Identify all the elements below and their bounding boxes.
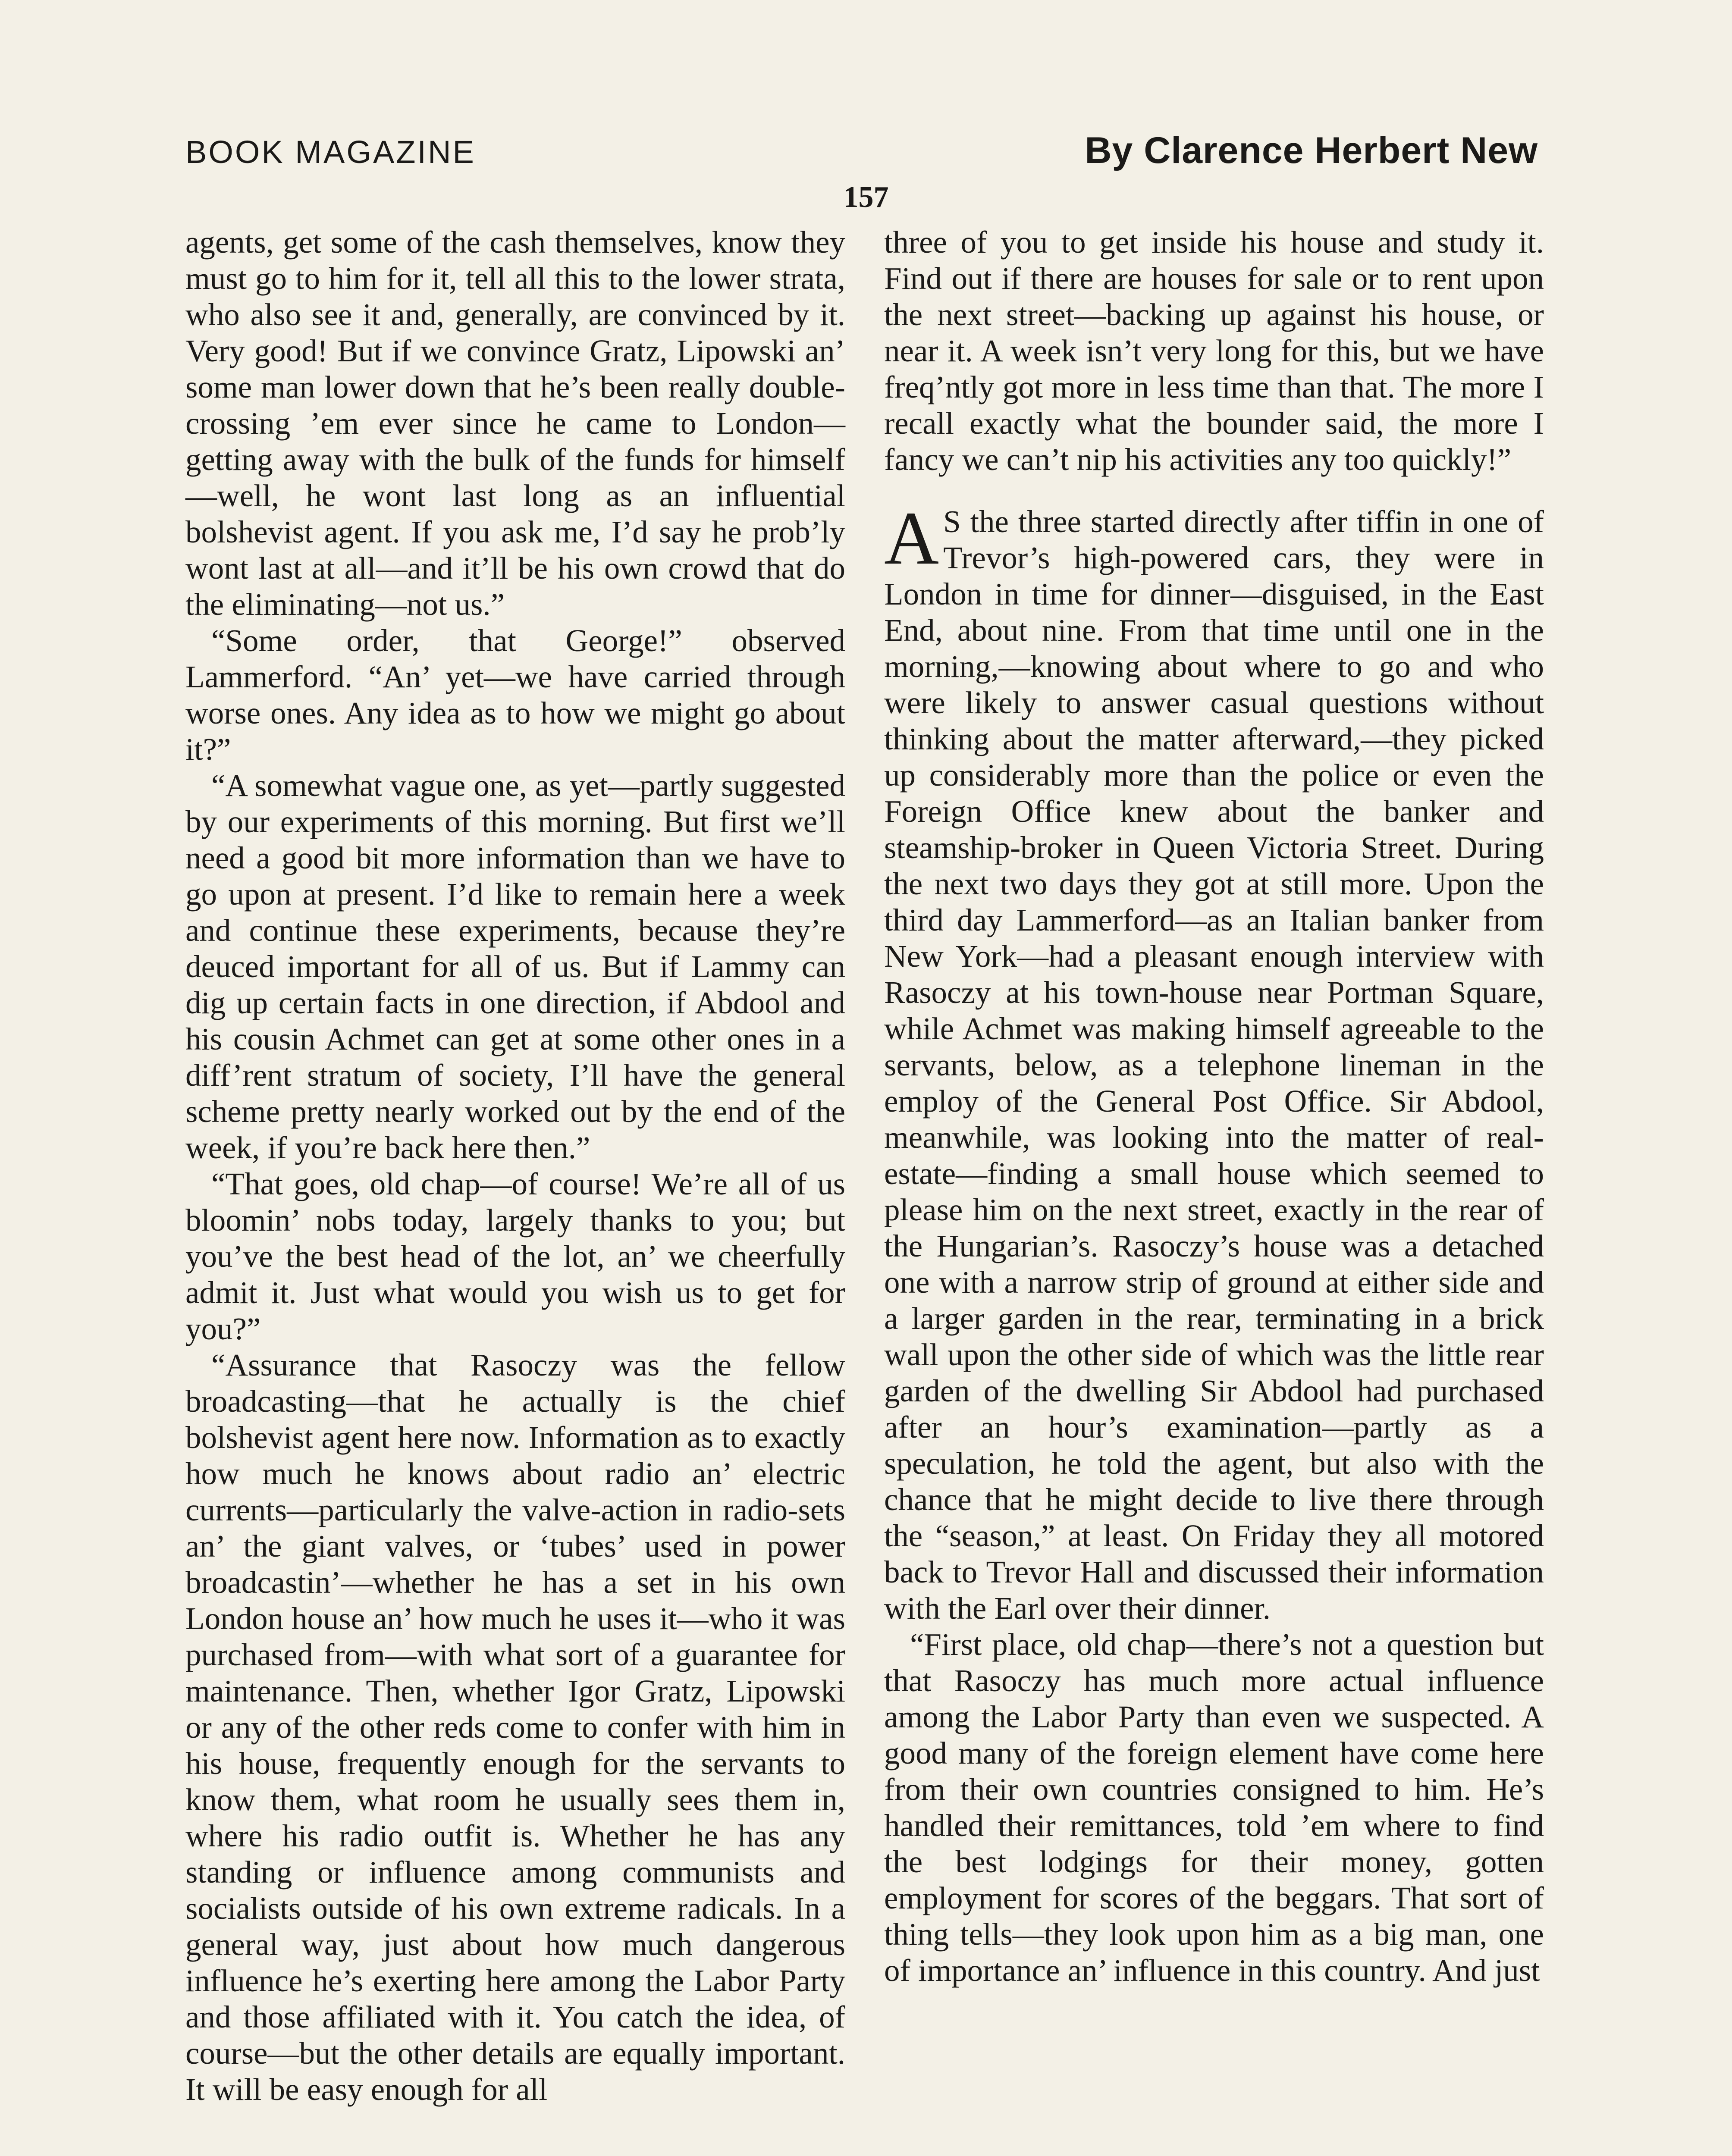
text-columns	[185, 224, 1544, 2156]
paragraph: agents, get some of the cash themselves, know they must go to him for it, tell all this to the lower strata, who also see it and, generally, are convinced by it. Very good! But if we convince Gratz, Lipowski an’ some man lower down that he’s been really double-crossing ’em ever since he came to London—getting away with the bulk of the funds for himself—well, he wont last long as an influential bolshevist agent. If you ask me, I’d say he prob’ly wont last at all—and it’ll be his own crowd that do the eliminating—not us.”	[185, 225, 845, 622]
paragraph-text: S the three started directly after tiffin in one of Trevor’s high-powered cars, they were in London in time for dinner—disguised, in the East End, about nine. From that time until one in the morning,—knowing about where to go and who were likely to answer casual questions without thinking about the matter afterward,—they picked up considerably more than the police or even the Foreign Office knew about the banker and steamship-broker in Queen Victoria Street. During the next two days they got at still more. Upon the third day Lammerford—as an Italian banker from New York—had a pleasant enough interview with Rasoczy at his town-house near Portman Square, while Achmet was making himself agreeable to the servants, below, as a telephone lineman in the employ of the General Post Office. Sir Abdool, meanwhile, was looking into the matter of real-estate—finding a small house which seemed to please him on the next street, exactly in the rear of the Hungarian’s. Rasoczy’s house was a detached one with a narrow strip of ground at either side and a larger garden in the rear, terminating in a brick wall upon the other side of which was the little rear garden of the dwelling Sir Abdool had purchased after an hour’s examination—partly as a speculation, he told the agent, but also with the chance that he might decide to live there through the “season,” at least. On Friday they all motored back to Trevor Hall and discussed their information with the Earl over their dinner.	[884, 504, 1544, 1626]
paragraph: “A somewhat vague one, as yet—partly suggested by our experiments of this morning. But first we’ll need a good bit more information than we have to go upon at present. I’d like to remain here a week and continue these experiments, because they’re deuced important for all of us. But if Lammy can dig up certain facts in one direction, if Abdool and his cousin Achmet can get at some other ones in a diff’rent stratum of society, I’ll have the general scheme pretty nearly worked out by the end of the week, if you’re back here then.”	[185, 768, 845, 1165]
paragraph: “Some order, that George!” observed Lammerford. “An’ yet—we have carried through worse ones. Any idea as to how we might go about it?”	[185, 623, 845, 767]
running-head	[185, 129, 1538, 172]
paragraph: “Assurance that Rasoczy was the fellow broadcasting—that he actually is the chief bolshevist agent here now. Information as to exactly how much he knows about radio an’ electric currents—particularly the valve-action in radio-sets an’ the giant valves, or ‘tubes’ used in power broadcastin’—whether he has a set in his own London house an’ how much he uses it—who it was purchased from—with what sort of a guarantee for maintenance. Then, whether Igor Gratz, Lipowski or any of the other reds come to confer with him in his house, frequently enough for the servants to know them, what room he usually sees them in, where his radio outfit is. Whether he has any standing or influence among communists and socialists outside of his own extreme radicals. In a general way, just about how much dangerous influence he’s exerting here among the Labor Party and those affiliated with it. You catch the idea, of course—but the other details are equally important. It will be easy enough for all	[185, 1348, 845, 2107]
paragraph: “First place, old chap—there’s not a question but that Rasoczy has much more actual influence among the Labor Party than even we suspected. A good many of the foreign element have come here from their own countries consigned to him. He’s handled their remittances, told ’em where to find the best lodgings for their money, gotten employment for scores of the beggars. That sort of thing tells—they look upon him as a big man, one of importance an’ influence in this country. And just	[884, 1627, 1544, 1988]
paragraph-with-drop-cap	[884, 496, 1544, 1626]
magazine-title: BOOK MAGAZINE	[185, 134, 476, 170]
drop-cap: A	[884, 496, 939, 580]
paragraph: “That goes, old chap—of course! We’re all of us bloomin’ nobs today, largely thanks to you; but you’ve the best head of the lot, an’ we cheerfully admit it. Just what would you wish us to get for you?”	[185, 1166, 845, 1346]
paragraph: three of you to get inside his house and study it. Find out if there are houses for sale or to rent upon the next street—backing up against his house, or near it. A week isn’t very long for this, but we have freq’ntly got more in less time than that. The more I recall exactly what the bounder said, the more I fancy we can’t nip his activities any too quickly!”	[884, 225, 1544, 477]
right-column	[884, 224, 1544, 2156]
page-number: 157	[843, 181, 889, 214]
left-column	[185, 224, 845, 2156]
author-byline: By Clarence Herbert New	[1085, 130, 1538, 171]
